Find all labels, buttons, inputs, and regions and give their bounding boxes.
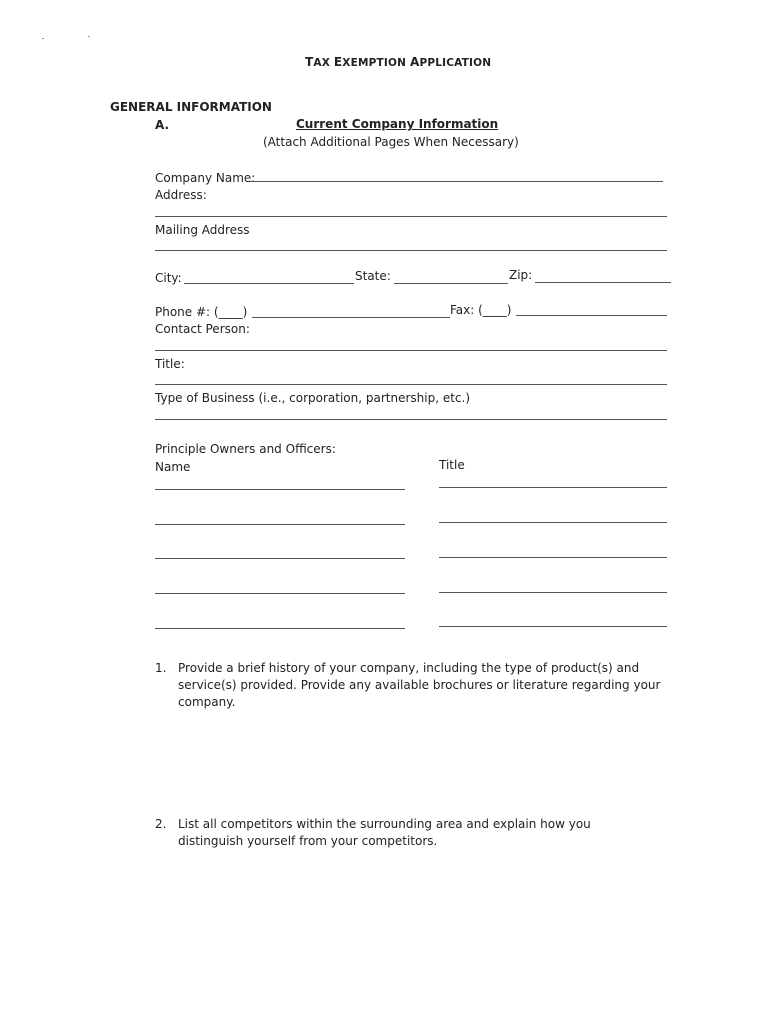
type-of-business-line[interactable] (155, 419, 667, 420)
owner-title-line[interactable] (439, 487, 667, 488)
owner-name-line[interactable] (155, 524, 405, 525)
mailing-address-line[interactable] (155, 250, 667, 251)
fax-label: Fax: (____) (450, 303, 512, 317)
question-2-text: List all competitors within the surrounding area and explain how you distinguish yourself from your competitors. (178, 817, 591, 848)
state-label: State: (355, 269, 391, 283)
owner-title-line[interactable] (439, 592, 667, 593)
owners-title-column: Title (439, 458, 465, 472)
owners-heading: Principle Owners and Officers: (155, 442, 336, 456)
owner-name-line[interactable] (155, 628, 405, 629)
fax-line[interactable] (516, 315, 667, 316)
city-line[interactable] (184, 283, 354, 284)
company-name-label: Company Name: (155, 171, 256, 185)
document-title: TAX EXEMPTION APPLICATION (305, 55, 492, 69)
scan-speck (88, 36, 90, 37)
address-line[interactable] (155, 216, 667, 217)
scan-speck (42, 38, 44, 39)
subsection-note: (Attach Additional Pages When Necessary) (263, 135, 519, 149)
title-label: Title: (155, 357, 185, 371)
company-name-line[interactable] (250, 181, 663, 182)
mailing-address-label: Mailing Address (155, 223, 250, 237)
owner-title-line[interactable] (439, 522, 667, 523)
question-1-text: Provide a brief history of your company, including the type of product(s) and service(s) provided. Provide any available brochures or literature regarding your company. (178, 661, 661, 709)
type-of-business-label: Type of Business (i.e., corporation, partnership, etc.) (155, 391, 471, 405)
owner-title-line[interactable] (439, 557, 667, 558)
subsection-letter: A. (155, 118, 170, 132)
title-line[interactable] (155, 384, 667, 385)
owner-name-line[interactable] (155, 558, 405, 559)
section-heading: GENERAL INFORMATION (110, 100, 272, 114)
phone-label: Phone #: (____) (155, 305, 248, 319)
zip-line[interactable] (535, 282, 671, 283)
owner-name-line[interactable] (155, 593, 405, 594)
owners-name-column: Name (155, 460, 191, 474)
owner-name-line[interactable] (155, 489, 405, 490)
state-line[interactable] (394, 283, 508, 284)
contact-person-label: Contact Person: (155, 322, 250, 336)
question-2-number: 2. (155, 817, 167, 831)
owner-title-line[interactable] (439, 626, 667, 627)
contact-person-line[interactable] (155, 350, 667, 351)
city-label: City: (155, 271, 182, 285)
zip-label: Zip: (509, 268, 533, 282)
phone-line[interactable] (252, 317, 450, 318)
question-1-number: 1. (155, 661, 167, 675)
subsection-title: Current Company Information (296, 117, 499, 131)
address-label: Address: (155, 188, 207, 202)
